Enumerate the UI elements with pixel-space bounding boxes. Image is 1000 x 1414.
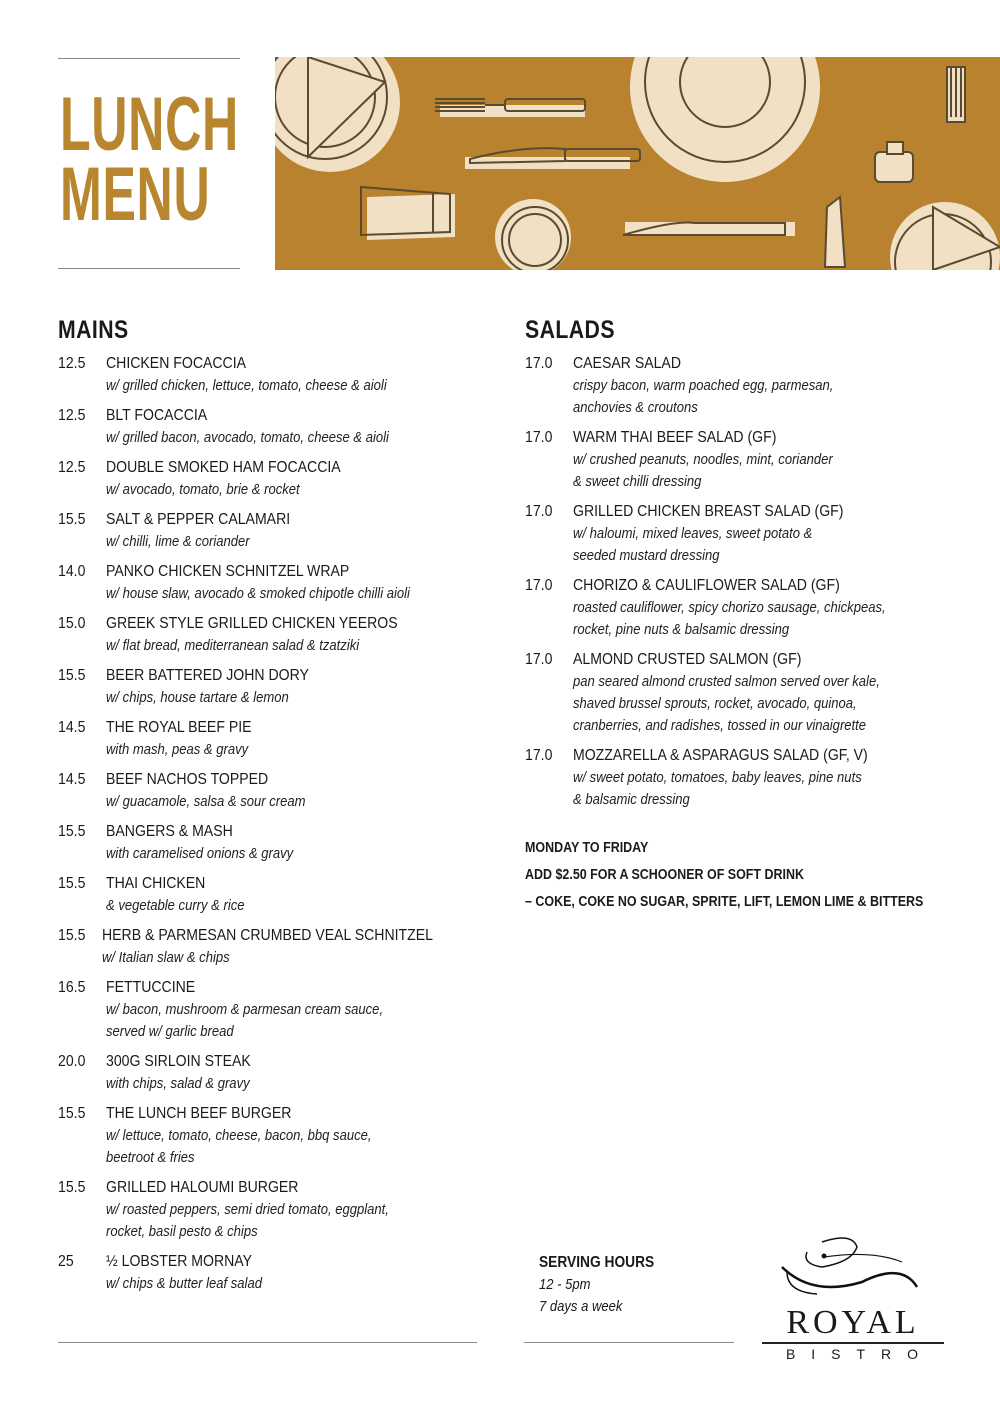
item-name: DOUBLE SMOKED HAM FOCACCIA xyxy=(106,459,341,476)
menu-item xyxy=(525,427,965,493)
menu-item xyxy=(58,717,478,761)
logo-name: ROYAL xyxy=(786,1304,920,1341)
item-description: w/ chilli, lime & coriander xyxy=(106,534,250,550)
item-body xyxy=(106,457,478,501)
item-name: ALMOND CRUSTED SALMON (GF) xyxy=(573,651,802,668)
item-description: w/ chips & butter leaf salad xyxy=(106,1276,262,1292)
knife-icon xyxy=(465,148,640,169)
mains-list xyxy=(58,353,478,1303)
page-title xyxy=(60,82,239,237)
plate-with-napkin-icon xyxy=(275,57,400,172)
item-body xyxy=(106,509,478,553)
item-name: BLT FOCACCIA xyxy=(106,407,208,424)
menu-item xyxy=(58,665,478,709)
menu-item xyxy=(58,509,478,553)
item-name: BEER BATTERED JOHN DORY xyxy=(106,667,309,684)
item-description: with chips, salad & gravy xyxy=(106,1076,250,1092)
item-name: BEEF NACHOS TOPPED xyxy=(106,771,269,788)
item-description: roasted cauliflower, spicy chorizo sausage, chickpeas, rocket, pine nuts & balsamic dressing xyxy=(573,600,886,638)
menu-item xyxy=(58,561,478,605)
item-name: 300G SIRLOIN STEAK xyxy=(106,1053,251,1070)
item-body xyxy=(106,717,478,761)
menu-item xyxy=(58,1103,478,1169)
item-price: 17.0 xyxy=(525,429,553,446)
item-description: w/ guacamole, salsa & sour cream xyxy=(106,794,306,810)
bottom-rule-left xyxy=(58,1342,477,1343)
item-name: THE LUNCH BEEF BURGER xyxy=(106,1105,292,1122)
item-price: 14.5 xyxy=(58,771,86,788)
item-body xyxy=(573,575,965,641)
item-description: with mash, peas & gravy xyxy=(106,742,249,758)
item-description: w/ lettuce, tomato, cheese, bacon, bbq sauce, beetroot & fries xyxy=(106,1128,372,1166)
menu-item xyxy=(58,769,478,813)
item-description: w/ grilled chicken, lettuce, tomato, cheese & aioli xyxy=(106,378,387,394)
item-name: PANKO CHICKEN SCHNITZEL WRAP xyxy=(106,563,350,580)
item-price: 15.5 xyxy=(58,927,86,944)
item-body xyxy=(106,561,478,605)
salt-shaker-icon xyxy=(875,142,913,182)
item-description: & vegetable curry & rice xyxy=(106,898,245,914)
item-description: w/ grilled bacon, avocado, tomato, cheese & aioli xyxy=(106,430,389,446)
title-line-1: LUNCH xyxy=(60,82,239,167)
item-description: w/ avocado, tomato, brie & rocket xyxy=(106,482,300,498)
item-price: 17.0 xyxy=(525,577,553,594)
menu-item xyxy=(525,353,965,419)
item-name: THAI CHICKEN xyxy=(106,875,206,892)
item-body xyxy=(573,745,965,811)
mains-heading: MAINS xyxy=(58,316,129,344)
item-body xyxy=(106,405,478,449)
tableware-banner-illustration xyxy=(275,57,1000,270)
fork-icon xyxy=(435,99,585,117)
item-description: w/ house slaw, avocado & smoked chipotle chilli aioli xyxy=(106,586,410,602)
drink-offer-days: MONDAY TO FRIDAY xyxy=(525,840,649,856)
menu-item xyxy=(525,501,965,567)
item-price: 15.5 xyxy=(58,667,86,684)
item-name: CAESAR SALAD xyxy=(573,355,681,372)
top-rule xyxy=(58,58,240,59)
candle-icon xyxy=(825,197,845,267)
scalloped-plate-icon xyxy=(630,57,820,182)
item-body xyxy=(106,665,478,709)
item-price: 15.5 xyxy=(58,511,86,528)
item-description: with caramelised onions & gravy xyxy=(106,846,294,862)
menu-item xyxy=(525,745,965,811)
title-bottom-rule xyxy=(58,268,240,269)
item-price: 17.0 xyxy=(525,747,553,764)
item-price: 12.5 xyxy=(58,407,86,424)
menu-item xyxy=(58,873,478,917)
item-body xyxy=(102,925,478,969)
item-description: crispy bacon, warm poached egg, parmesan, anchovies & croutons xyxy=(573,378,834,416)
item-body xyxy=(573,649,965,737)
item-price: 17.0 xyxy=(525,651,553,668)
item-price: 15.5 xyxy=(58,823,86,840)
item-price: 14.0 xyxy=(58,563,86,580)
logo-subtitle: BISTRO xyxy=(785,1346,935,1362)
item-body xyxy=(106,769,478,813)
salads-heading: SALADS xyxy=(525,316,615,344)
item-description: w/ Italian slaw & chips xyxy=(101,950,230,966)
menu-item xyxy=(58,1177,478,1243)
fork-vertical-icon xyxy=(947,67,965,122)
flourish-icon xyxy=(762,1232,944,1307)
royal-bistro-logo xyxy=(762,1232,944,1367)
small-plate-icon xyxy=(495,199,571,270)
item-name: GRILLED HALOUMI BURGER xyxy=(106,1179,299,1196)
menu-item xyxy=(58,977,478,1043)
butter-knife-icon xyxy=(623,222,795,236)
item-price: 25 xyxy=(58,1253,74,1270)
item-name: FETTUCCINE xyxy=(106,979,196,996)
salads-list xyxy=(525,353,965,819)
item-name: HERB & PARMESAN CRUMBED VEAL SCHNITZEL xyxy=(101,927,433,944)
menu-item xyxy=(58,925,478,969)
drink-offer-price: ADD $2.50 FOR A SCHOONER OF SOFT DRINK xyxy=(525,867,804,883)
item-name: GREEK STYLE GRILLED CHICKEN YEEROS xyxy=(106,615,398,632)
item-price: 17.0 xyxy=(525,503,553,520)
item-name: CHORIZO & CAULIFLOWER SALAD (GF) xyxy=(573,577,840,594)
item-description: w/ crushed peanuts, noodles, mint, coriander & sweet chilli dressing xyxy=(573,452,833,490)
item-price: 16.5 xyxy=(58,979,86,996)
item-body xyxy=(573,353,965,419)
item-name: CHICKEN FOCACCIA xyxy=(106,355,247,372)
item-price: 20.0 xyxy=(58,1053,86,1070)
plate-napkin-corner-icon xyxy=(890,202,1000,270)
serving-hours-days: 7 days a week xyxy=(539,1299,623,1315)
menu-item xyxy=(525,649,965,737)
item-name: SALT & PEPPER CALAMARI xyxy=(106,511,291,528)
menu-item xyxy=(58,353,478,397)
menu-item xyxy=(58,457,478,501)
menu-item xyxy=(58,405,478,449)
item-name: THE ROYAL BEEF PIE xyxy=(106,719,252,736)
item-price: 15.5 xyxy=(58,875,86,892)
serving-hours-time: 12 - 5pm xyxy=(539,1277,591,1293)
item-name: ½ LOBSTER MORNAY xyxy=(106,1253,253,1270)
item-description: pan seared almond crusted salmon served over kale, shaved brussel sprouts, rocket, avocado, quinoa, cranberries, and radishes, tossed in our vinaigrette xyxy=(573,674,880,734)
item-description: w/ flat bread, mediterranean salad & tzatziki xyxy=(106,638,360,654)
menu-item xyxy=(58,821,478,865)
title-line-2: MENU xyxy=(60,152,211,237)
menu-item xyxy=(525,575,965,641)
item-body xyxy=(106,1103,478,1169)
item-body xyxy=(106,821,478,865)
item-body xyxy=(106,1177,478,1243)
item-body xyxy=(106,1251,478,1295)
item-body xyxy=(106,613,478,657)
item-price: 17.0 xyxy=(525,355,553,372)
logo-divider xyxy=(762,1342,944,1344)
item-price: 12.5 xyxy=(58,355,86,372)
item-body xyxy=(106,353,478,397)
bottom-rule-middle xyxy=(524,1342,734,1343)
serving-hours xyxy=(539,1252,673,1318)
item-body xyxy=(106,873,478,917)
item-price: 15.0 xyxy=(58,615,86,632)
item-price: 14.5 xyxy=(58,719,86,736)
item-name: BANGERS & MASH xyxy=(106,823,233,840)
menu-item xyxy=(58,1051,478,1095)
item-description: w/ chips, house tartare & lemon xyxy=(106,690,289,706)
item-price: 12.5 xyxy=(58,459,86,476)
drink-offer-options: – COKE, COKE NO SUGAR, SPRITE, LIFT, LEMON LIME & BITTERS xyxy=(525,894,924,910)
item-name: GRILLED CHICKEN BREAST SALAD (GF) xyxy=(573,503,844,520)
glass-icon xyxy=(361,187,455,240)
item-description: w/ roasted peppers, semi dried tomato, eggplant, rocket, basil pesto & chips xyxy=(106,1202,389,1240)
item-body xyxy=(573,427,965,493)
item-description: w/ bacon, mushroom & parmesan cream sauce, served w/ garlic bread xyxy=(106,1002,384,1040)
menu-item xyxy=(58,613,478,657)
item-price: 15.5 xyxy=(58,1105,86,1122)
menu-item xyxy=(58,1251,478,1295)
item-body xyxy=(106,977,478,1043)
item-price: 15.5 xyxy=(58,1179,86,1196)
item-description: w/ sweet potato, tomatoes, baby leaves, pine nuts & balsamic dressing xyxy=(573,770,862,808)
serving-hours-heading: SERVING HOURS xyxy=(539,1254,655,1271)
item-body xyxy=(573,501,965,567)
item-description: w/ haloumi, mixed leaves, sweet potato & seeded mustard dressing xyxy=(573,526,813,564)
item-body xyxy=(106,1051,478,1095)
item-name: MOZZARELLA & ASPARAGUS SALAD (GF, V) xyxy=(573,747,868,764)
item-name: WARM THAI BEEF SALAD (GF) xyxy=(573,429,777,446)
